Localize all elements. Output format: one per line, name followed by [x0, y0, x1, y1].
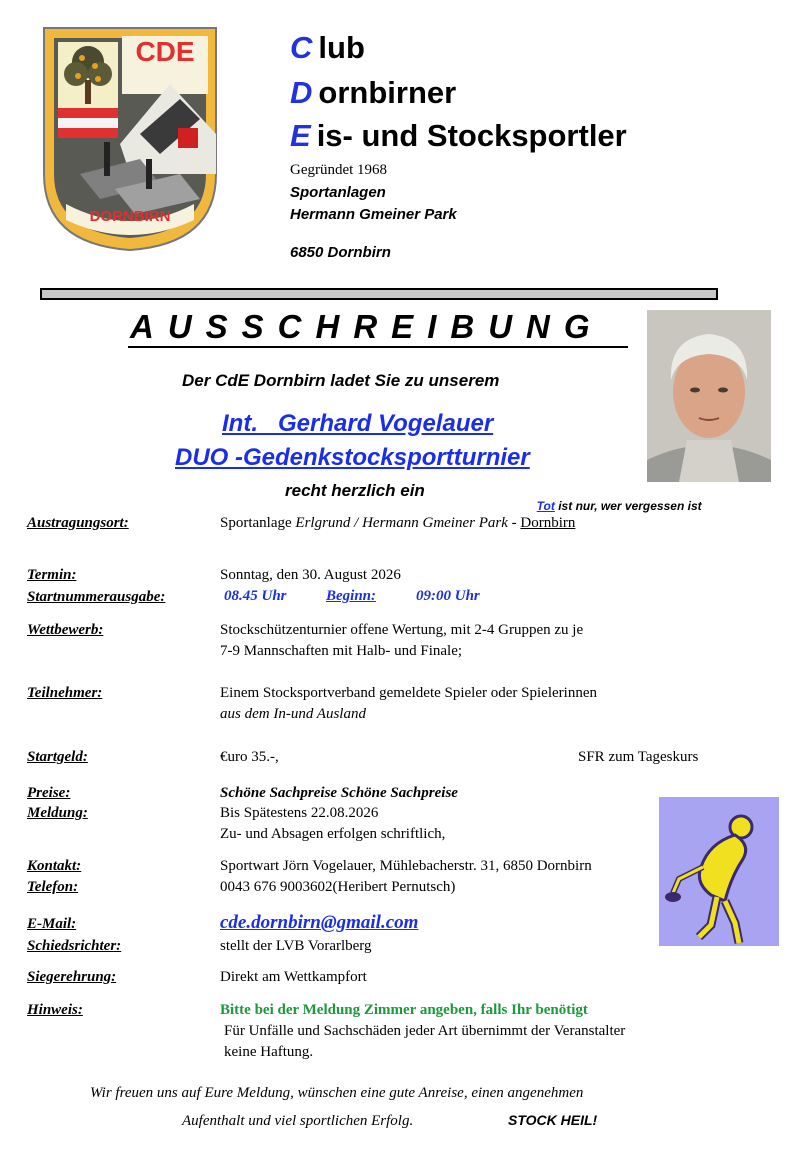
value-wettbewerb-1: Stockschützenturnier offene Wertung, mit 2-4 Gruppen zu je	[220, 622, 584, 638]
headline: AUSSCHREIBUNG	[130, 308, 604, 345]
label-termin: Termin:	[27, 567, 77, 583]
venue-line-2: Hermann Gmeiner Park	[290, 206, 457, 223]
club-city: 6850 Dornbirn	[290, 244, 391, 261]
venue-line-1: Sportanlagen	[290, 184, 386, 201]
intro-text: Der CdE Dornbirn ladet Sie zu unserem	[182, 371, 500, 390]
label-schiedsrichter: Schiedsrichter:	[27, 938, 122, 954]
value-startgeld: €uro 35.-,	[220, 749, 279, 765]
closing-line-2: Aufenthalt und viel sportlichen Erfolg.	[182, 1113, 414, 1129]
value-beginn-time: 09:00 Uhr	[416, 588, 480, 604]
closing-slogan: STOCK HEIL!	[508, 1112, 598, 1128]
value-meldung-2: Zu- und Absagen erfolgen schriftlich,	[220, 826, 446, 842]
portrait-photo	[647, 310, 771, 482]
event-title-line-2: DUO -Gedenkstocksportturnier	[175, 444, 530, 471]
value-startgeld-sfr: SFR zum Tageskurs	[578, 749, 699, 765]
label-email: E-Mail:	[27, 916, 77, 932]
welcome-text: recht herzlich ein	[285, 481, 425, 500]
value-preise: Schöne Sachpreise Schöne Sachpreise	[220, 785, 458, 801]
label-hinweis: Hinweis:	[27, 1002, 83, 1018]
club-name-line-3: E is- und Stocksportler	[290, 118, 627, 153]
label-preise: Preise:	[27, 785, 71, 801]
value-teilnehmer-2: aus dem In-und Ausland	[220, 706, 366, 722]
value-meldung-1: Bis Spätestens 22.08.2026	[220, 805, 379, 821]
value-wettbewerb-2: 7-9 Mannschaften mit Halb- und Finale;	[220, 643, 463, 659]
label-telefon: Telefon:	[27, 879, 79, 895]
club-name-line-1: C lub	[290, 30, 365, 65]
logo-text-top: CDE	[135, 36, 195, 67]
label-teilnehmer: Teilnehmer:	[27, 685, 103, 701]
label-austragungsort: Austragungsort:	[27, 515, 129, 531]
closing-line-1: Wir freuen uns auf Eure Meldung, wünschen eine gute Anreise, einen angenehmen	[90, 1085, 584, 1101]
value-termin: Sonntag, den 30. August 2026	[220, 567, 401, 583]
value-hinweis-3: keine Haftung.	[224, 1044, 314, 1060]
value-telefon: 0043 676 9003602(Heribert Pernutsch)	[220, 879, 456, 895]
value-kontakt: Sportwart Jörn Vogelauer, Mühlebacherstr. 31, 6850 Dornbirn	[220, 858, 592, 874]
value-schiedsrichter: stellt der LVB Vorarlberg	[220, 938, 372, 954]
value-hinweis-2: Für Unfälle und Sachschäden jeder Art übernimmt der Veranstalter	[224, 1023, 626, 1039]
label-startnummer: Startnummerausgabe:	[27, 589, 166, 605]
label-kontakt: Kontakt:	[27, 858, 82, 874]
value-teilnehmer-1: Einem Stocksportverband gemeldete Spieler oder Spielerinnen	[220, 685, 597, 701]
memorial-quote: Tot ist nur, wer vergessen ist	[536, 499, 702, 513]
separator-bar	[40, 288, 718, 300]
label-siegerehrung: Siegerehrung:	[27, 969, 117, 985]
stocksport-figure-image	[659, 797, 779, 946]
founded-text: Gegründet 1968	[290, 162, 388, 178]
email-link[interactable]: cde.dornbirn@gmail.com	[220, 912, 419, 933]
label-meldung: Meldung:	[27, 805, 88, 821]
value-austragungsort: Sportanlage Erlgrund / Hermann Gmeiner Park - Dornbirn	[220, 515, 576, 531]
club-name-line-2: D ornbirner	[290, 75, 457, 110]
value-hinweis-1: Bitte bei der Meldung Zimmer angeben, falls Ihr benötigt	[220, 1002, 588, 1018]
club-logo	[40, 24, 220, 254]
label-beginn: Beginn:	[326, 588, 377, 604]
value-start-time: 08.45 Uhr	[224, 588, 287, 604]
value-siegerehrung: Direkt am Wettkampfort	[220, 969, 367, 985]
label-wettbewerb: Wettbewerb:	[27, 622, 104, 638]
logo-text-bottom: DORNBIRN	[89, 208, 171, 225]
label-startgeld: Startgeld:	[27, 749, 88, 765]
event-title-line-1: Int. Gerhard Vogelauer	[222, 410, 494, 437]
headline-underline	[128, 346, 628, 348]
